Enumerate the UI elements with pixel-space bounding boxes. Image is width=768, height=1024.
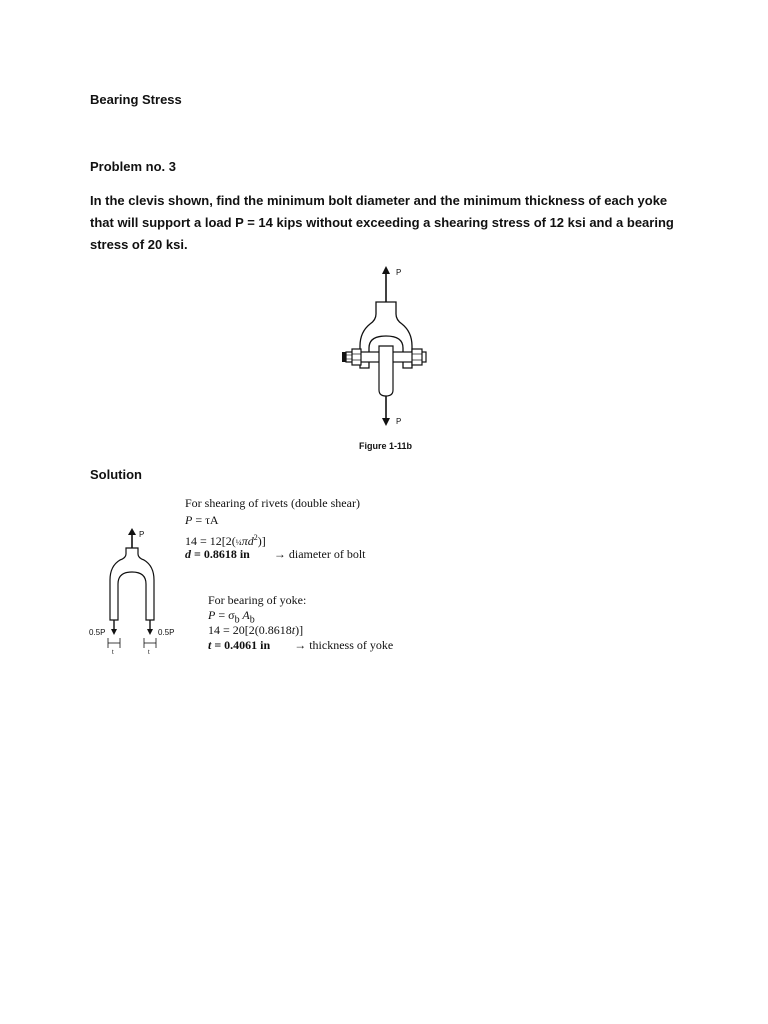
bearing-equation-1: $P = \sigma_b$ $A_b$ (208, 608, 255, 626)
inner-plate (379, 346, 393, 396)
top-load-label: P (396, 268, 402, 277)
bottom-load-label: P (396, 417, 402, 426)
shear-calculation (185, 496, 375, 564)
fbd-right-dim-label: t (148, 650, 150, 656)
fbd-right-dimension (144, 638, 156, 648)
shear-intro: For shearing of rivets (double shear) (185, 496, 360, 510)
shear-equation-1: P = τA (185, 513, 219, 527)
shear-result: d = 0.8618 in → diameter of bolt (185, 547, 366, 561)
fbd-top-arrow (128, 528, 136, 548)
yoke-free-body-diagram (88, 526, 183, 656)
fbd-left-arrow (111, 620, 117, 635)
fbd-yoke-body (110, 548, 154, 620)
bearing-equation-2: 14 = 20[2(0.8618t)] (208, 623, 304, 637)
fbd-left-dim-label: t (112, 650, 114, 656)
bottom-load-arrow (382, 396, 390, 426)
clevis-figure (336, 262, 436, 437)
section-heading: Bearing Stress (90, 92, 182, 107)
fbd-right-arrow (147, 620, 153, 635)
bearing-result: t = 0.4061 in → thickness of yoke (208, 638, 394, 652)
figure-caption: Figure 1-11b (359, 441, 413, 451)
fbd-left-dimension (108, 638, 120, 648)
shear-equation-2: $14 = 12[2(\frac{1}{4}\pi d^2)]$ (185, 533, 266, 548)
fbd-right-force-label: 0.5P (158, 628, 175, 637)
fbd-load-label: P (139, 530, 145, 539)
solution-label: Solution (90, 467, 142, 482)
problem-label: Problem no. 3 (90, 159, 176, 174)
problem-statement: In the clevis shown, find the minimum bolt diameter and the minimum thickness of each yoke that will support a load P = 14 kips without exceeding a shearing stress of 12 ksi and a bearing stress of 20 ksi. (90, 193, 674, 252)
bearing-intro: For bearing of yoke: (208, 593, 307, 607)
bearing-calculation (208, 593, 393, 653)
fbd-left-force-label: 0.5P (89, 628, 106, 637)
top-load-arrow (382, 266, 390, 302)
